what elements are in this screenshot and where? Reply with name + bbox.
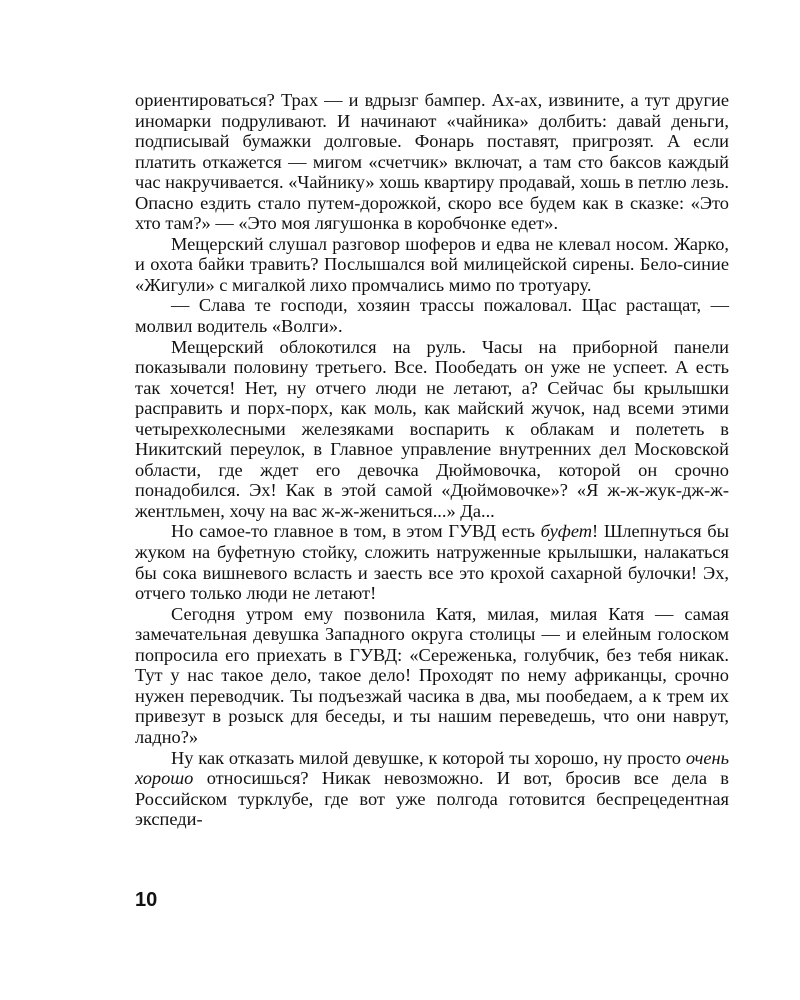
paragraph-1: ориентироваться? Трах — и вдрызг бампер. Ах-ах, извините, а тут другие иномарки подруливают. И начинают «чайника» долбить: давай деньги, подписывай бумажки долговые. Фонарь поставят, пригрозят. А если платить откажется — мигом «счетчик» включат, а там сто баксов каждый час накручивается. «Чайнику» хошь квартиру продавай, хошь в петлю лезь. Опасно ездить стало путем-дорожкой, скоро все будем как в сказке: «Это хто там?» — «Это моя лягушонка в коробчонке едет».: [135, 90, 729, 234]
paragraph-3: — Слава те господи, хозяин трассы пожаловал. Щас растащат, — молвил водитель «Волги».: [135, 295, 729, 337]
paragraph-5-after: ! Шлепнуться бы жуком на буфетную стойку, сложить натруженные крылышки, налакаться бы сока вишневого всласть и заесть все это крохой сахарной булочки! Эх, отчего только люди не летают!: [135, 521, 729, 604]
paragraph-6: Сегодня утром ему позвонила Катя, милая, милая Катя — самая замечательная девушка Западного округа столицы — и елейным голоском попросила его приехать в ГУВД: «Сереженька, голубчик, без тебя никак. Тут у нас такое дело, такое дело! Проходят по нему африканцы, срочно нужен переводчик. Ты подъезжай часика в два, мы пообедаем, а к трем их привезут в розыск для беседы, и ты нашим переведешь, что они наврут, ладно?»: [135, 603, 729, 747]
paragraph-7-after: относишься? Никак невозможно. И вот, бросив все дела в Российском турклубе, где вот уже полгода готовится беспрецедентная экспеди-: [135, 768, 729, 830]
paragraph-5: [135, 521, 729, 603]
paragraph-5-before: Но самое-то главное в том, в этом ГУВД есть: [171, 521, 541, 542]
body-text: [135, 90, 729, 830]
paragraph-5-emphasis: буфет: [540, 521, 593, 542]
paragraph-7-before: Ну как отказать милой девушке, к которой ты хорошо, ну просто: [171, 747, 686, 768]
page-number: 10: [135, 889, 158, 911]
paragraph-2: Мещерский слушал разговор шоферов и едва не клевал носом. Жарко, и охота байки травить? Послышался вой милицейской сирены. Бело-синие «Жигули» с мигалкой лихо промчались мимо по тротуару.: [135, 233, 729, 295]
paragraph-4: Мещерский облокотился на руль. Часы на приборной панели показывали половину третьего. Все. Пообедать он уже не успеет. А есть так хочется! Нет, ну отчего люди не летают, а? Сейчас бы крылышки расправить и порх-порх, как моль, как майский жучок, над всеми этими четырехколесными железяками воспарить к облакам и полететь в Никитский переулок, в Главное управление внутренних дел Московской области, где ждет его девочка Дюймовочка, которой он срочно понадобился. Эх! Как в этой самой «Дюймовочке»? «Я ж-ж-жук-дж-ж-жентльмен, хочу на вас ж-ж-жениться...» Да...: [135, 336, 729, 521]
paragraph-7-emphasis: очень хорошо: [135, 747, 729, 789]
paragraph-7: [135, 748, 729, 830]
